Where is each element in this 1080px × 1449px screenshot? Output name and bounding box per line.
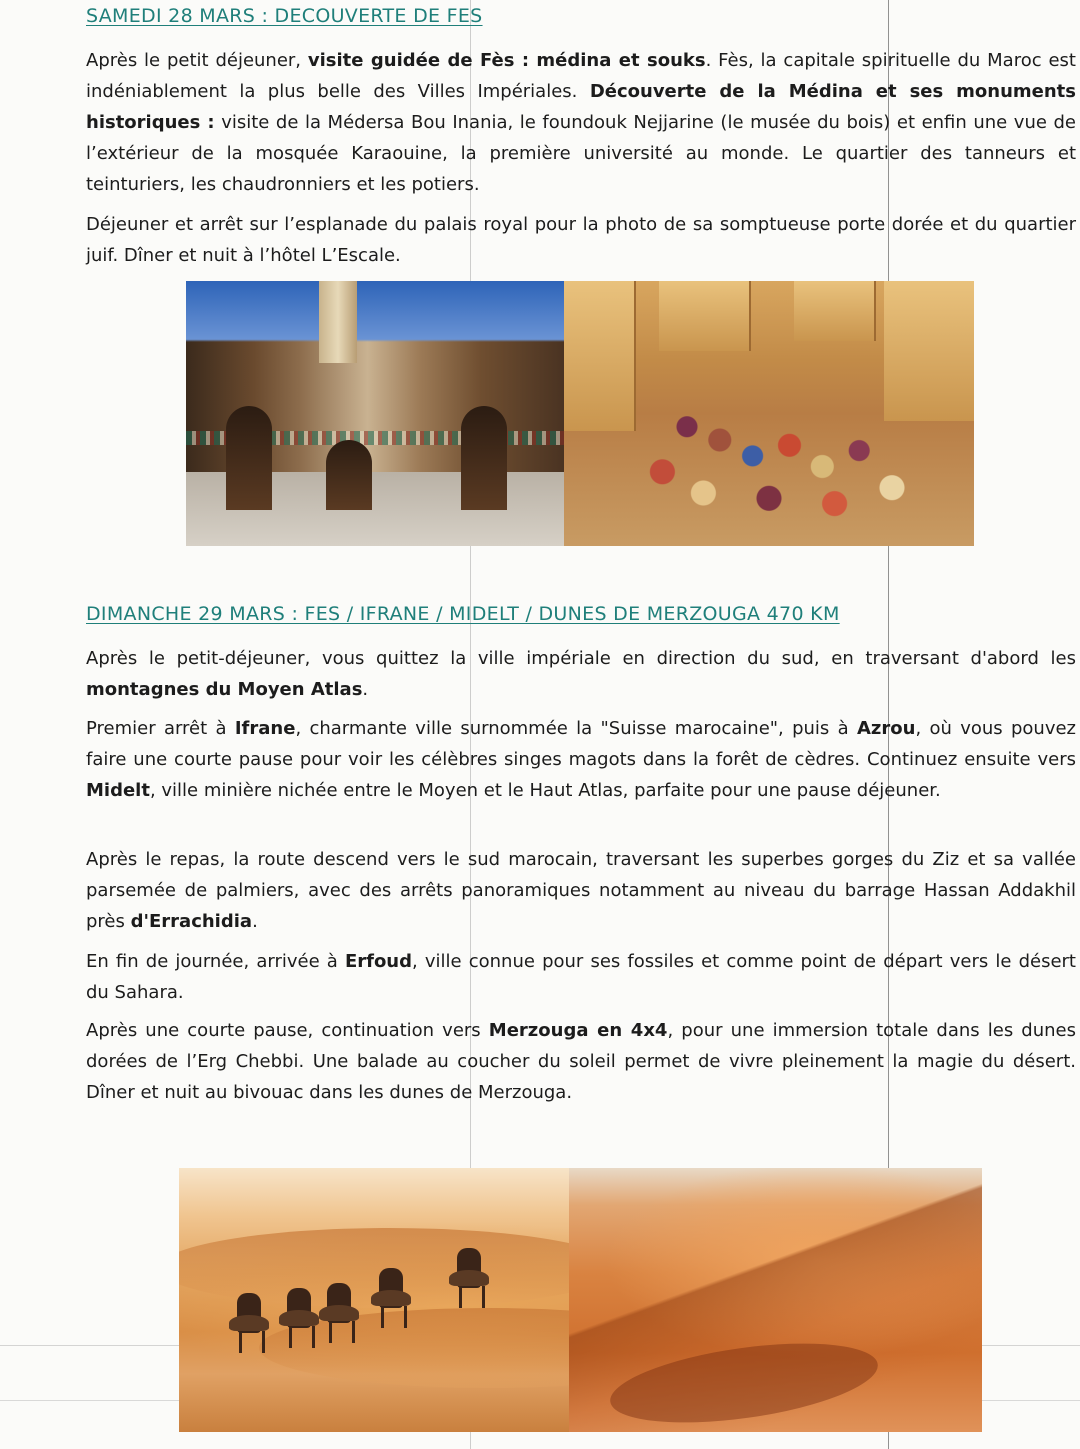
bold-run: visite guidée de Fès : médina et souks bbox=[307, 50, 706, 71]
camel-rider-shape bbox=[379, 1268, 403, 1308]
bold-run: Azrou bbox=[856, 718, 916, 739]
day2-paragraph-3 bbox=[86, 844, 1076, 937]
text-run: Après le petit déjeuner, bbox=[86, 50, 308, 71]
arch-shape bbox=[326, 440, 372, 510]
erg-chebbi-dune-photo bbox=[569, 1168, 982, 1432]
text-run: , ville minière nichée entre le Moyen et le Haut Atlas, parfaite pour une pause déjeuner. bbox=[149, 780, 941, 801]
text-run: . Fès, la capitale spirituelle du Maroc est indéniablement la plus belle des Villes Impériales. bbox=[86, 50, 1076, 102]
text-run: , ville connue pour ses fossiles et comme point de départ vers le désert du Sahara. bbox=[86, 951, 1076, 1003]
text-run: , pour une immersion totale dans les dunes dorées de l’Erg Chebbi. Une balade au coucher du soleil permet de vivre pleinement la magie du désert. Dîner et nuit au bivouac dans les dunes de Merzouga. bbox=[86, 1020, 1077, 1103]
text-run: Premier arrêt à bbox=[86, 718, 235, 739]
text-run: Après le repas, la route descend vers le sud marocain, traversant les superbes gorges du Ziz et sa vallée parsemée de palmiers, avec des arrêts panoramiques notamment au niveau du barrage Hassan Addakhil près bbox=[86, 849, 1076, 932]
day1-paragraph-1 bbox=[86, 45, 1076, 200]
tannery-photo bbox=[564, 281, 974, 546]
day2-heading: DIMANCHE 29 MARS : FES / IFRANE / MIDELT / DUNES DE MERZOUGA 470 KM bbox=[86, 603, 840, 625]
day2-paragraph-5 bbox=[86, 1015, 1076, 1108]
bold-run: Découverte de la Médina et ses monuments historiques : bbox=[86, 81, 1077, 133]
building-shape bbox=[794, 281, 876, 341]
arch-shape bbox=[461, 406, 507, 510]
text-run: En fin de journée, arrivée à bbox=[86, 951, 345, 972]
building-shape bbox=[564, 281, 636, 431]
bold-run: d'Errachidia bbox=[130, 911, 253, 932]
day1-photo-row bbox=[186, 281, 974, 546]
text-run: Après le petit-déjeuner, vous quittez la ville impériale en direction du sud, en traversant d'abord les bbox=[86, 648, 1076, 669]
camel-rider-shape bbox=[327, 1283, 351, 1323]
day1-heading: SAMEDI 28 MARS : DECOUVERTE DE FES bbox=[86, 5, 483, 27]
arch-shape bbox=[226, 406, 272, 510]
minaret-shape bbox=[319, 281, 357, 363]
day2-photo-row bbox=[179, 1168, 982, 1432]
bold-run: Erfoud bbox=[344, 951, 413, 972]
day1-paragraph-2: Déjeuner et arrêt sur l’esplanade du palais royal pour la photo de sa somptueuse porte dorée et du quartier juif. Dîner et nuit à l’hôtel L’Escale. bbox=[86, 214, 1076, 266]
text-run: visite de la Médersa Bou Inania, le foundouk Nejjarine (le musée du bois) et enfin une vue de l’extérieur de la mosquée Karaouine, la première université au monde. Le quartier des tanneurs et teinturiers, les chaudronniers et les potiers. bbox=[86, 112, 1076, 195]
bold-run: Merzouga en 4x4 bbox=[488, 1020, 668, 1041]
text-run: , où vous pouvez faire une courte pause pour voir les célèbres singes magots dans la forêt de cèdres. Continuez ensuite vers bbox=[86, 718, 1076, 770]
text-run: , charmante ville surnommée la "Suisse marocaine", puis à bbox=[295, 718, 857, 739]
bold-run: Ifrane bbox=[234, 718, 296, 739]
camel-rider-shape bbox=[237, 1293, 261, 1333]
text-run: Après une courte pause, continuation vers bbox=[86, 1020, 489, 1041]
day2-paragraph-2 bbox=[86, 713, 1076, 806]
medersa-courtyard-photo bbox=[186, 281, 564, 546]
text-run: . bbox=[362, 679, 369, 700]
building-shape bbox=[884, 281, 974, 421]
text-run: . bbox=[252, 911, 258, 932]
bold-run: Midelt bbox=[86, 780, 150, 801]
building-shape bbox=[659, 281, 751, 351]
day2-paragraph-4 bbox=[86, 946, 1076, 1008]
bold-run: montagnes du Moyen Atlas bbox=[86, 679, 363, 700]
camel-rider-shape bbox=[287, 1288, 311, 1328]
day2-paragraph-1 bbox=[86, 643, 1076, 705]
camel-caravan-photo bbox=[179, 1168, 569, 1432]
camel-rider-shape bbox=[457, 1248, 481, 1288]
dune-shadow-shape bbox=[605, 1330, 882, 1432]
